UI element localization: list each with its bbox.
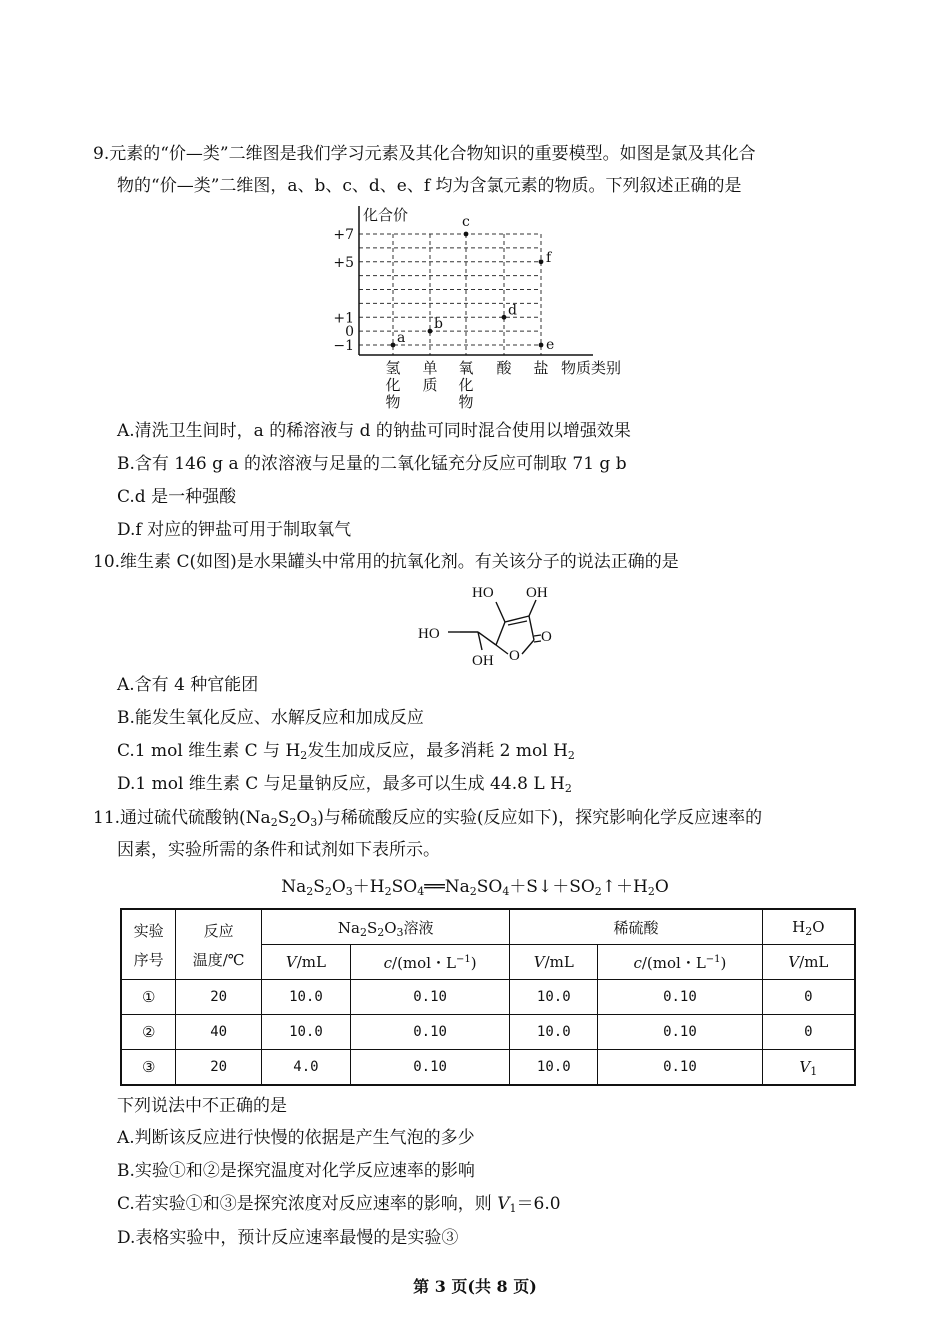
table-header-row-1 — [121, 909, 855, 945]
cell-no: ② — [121, 1015, 176, 1050]
cell-water: 0 — [762, 1015, 855, 1050]
q9-option-b: B.含有 146 g a 的浓溶液与足量的二氧化锰充分反应可制取 71 g b — [117, 454, 627, 474]
point-label-f: f — [546, 249, 552, 266]
cell-c2: 0.10 — [598, 1015, 763, 1050]
q9-option-a: A.清洗卫生间时，a 的稀溶液与 d 的钠盐可同时混合使用以增强效果 — [117, 421, 631, 441]
category-label: 盐 — [533, 359, 549, 377]
header-volume-1: V/mL — [262, 945, 351, 980]
header-thiosulfate: $Na_2S_2O_3$溶液 — [262, 909, 510, 945]
y-tick-label: −1 — [333, 338, 354, 354]
page-footer: 第 3 页(共 8 页) — [413, 1277, 537, 1296]
data-point-c — [464, 232, 469, 237]
category-label: 酸 — [496, 359, 512, 377]
q10-option-d: D.1 mol 维生素 C 与足量钠反应，最多可以生成 44.8 L $H_2$ — [117, 774, 572, 795]
data-point-f — [539, 259, 544, 264]
chart-y-label: 化合价 — [363, 206, 409, 224]
cell-c1: 0.10 — [350, 1050, 510, 1086]
category-label: 单 — [422, 359, 438, 377]
cell-c2: 0.10 — [598, 1050, 763, 1086]
cell-c1: 0.10 — [350, 980, 510, 1015]
data-point-a — [391, 343, 396, 348]
experiment-table — [120, 908, 856, 1086]
q9-stem-line2: 物的“价—类”二维图，a、b、c、d、e、f 均为含氯元素的物质。下列叙述正确的是 — [117, 176, 742, 196]
vitamin-c-structure — [410, 578, 570, 670]
cell-water: 0 — [762, 980, 855, 1015]
q10-option-a: A.含有 4 种官能团 — [117, 675, 259, 695]
point-label-a: a — [397, 330, 406, 346]
q11-option-d: D.表格实验中，预计反应速率最慢的是实验③ — [117, 1228, 459, 1248]
table-row — [121, 1050, 855, 1086]
header-water: $H_2O$ — [762, 909, 855, 945]
cell-no: ① — [121, 980, 176, 1015]
q9-option-c: C.d 是一种强酸 — [117, 487, 237, 507]
molecule-ring-o: O — [509, 648, 520, 664]
category-label: 氢 — [385, 359, 401, 377]
valence-class-chart — [325, 198, 635, 414]
header-volume-2: V/mL — [510, 945, 598, 980]
cell-c2: 0.10 — [598, 980, 763, 1015]
q10-option-b: B.能发生氧化反应、水解反应和加成反应 — [117, 708, 424, 728]
category-label: 质 — [422, 376, 438, 394]
cell-v1: 4.0 — [262, 1050, 351, 1086]
chart-x-label: 物质类别 — [561, 359, 622, 377]
table-row — [121, 1015, 855, 1050]
q11-option-b: B.实验①和②是探究温度对化学反应速率的影响 — [117, 1161, 475, 1181]
header-conc-2: c/(mol・$L^{-1}$) — [598, 945, 763, 980]
header-temperature: 反应 温度/℃ — [176, 909, 262, 980]
cell-temp: 40 — [176, 1015, 262, 1050]
q11-option-c: C.若实验①和③是探究浓度对反应速率的影响，则 $V_1=6.0$ — [117, 1194, 561, 1215]
q11-prompt: 下列说法中不正确的是 — [117, 1096, 287, 1116]
q10-option-c: C.1 mol 维生素 C 与 $H_2$发生加成反应，最多消耗 2 mol $H_2$ — [117, 741, 575, 762]
y-tick-label: +1 — [333, 310, 354, 327]
table-row — [121, 980, 855, 1015]
point-label-e: e — [546, 337, 555, 353]
y-tick-label: 0 — [345, 324, 354, 341]
y-tick-label: +7 — [333, 227, 354, 243]
q11-option-a: A.判断该反应进行快慢的依据是产生气泡的多少 — [117, 1128, 475, 1148]
header-volume-3: V/mL — [762, 945, 855, 980]
data-point-d — [502, 315, 507, 320]
molecule-oh-bottom: OH — [472, 653, 494, 669]
header-experiment-no: 实验 序号 — [121, 909, 176, 980]
chart-grid — [359, 234, 541, 355]
chart-category-labels — [385, 359, 548, 411]
header-dilute-acid: 稀硫酸 — [510, 909, 762, 945]
point-label-c: c — [462, 214, 470, 230]
molecule-oh-top: OH — [526, 585, 548, 601]
category-label: 化 — [385, 376, 401, 394]
q11-stem-line2: 因素，实验所需的条件和试剂如下表所示。 — [117, 840, 440, 860]
cell-v2: 10.0 — [510, 1015, 598, 1050]
reaction-equation: $Na_2S_2O_3+H_2SO_4══Na_2SO_4+S↓+SO_2↑+H_2O$ — [281, 877, 669, 898]
molecule-carbonyl-o: O — [541, 629, 552, 645]
cell-c1: 0.10 — [350, 1015, 510, 1050]
category-label: 物 — [458, 393, 474, 411]
molecule-ho-left: HO — [418, 626, 440, 642]
category-label: 氧 — [458, 359, 474, 377]
cell-v1: 10.0 — [262, 1015, 351, 1050]
cell-v1: 10.0 — [262, 980, 351, 1015]
chart-tick-labels — [333, 227, 354, 354]
chart-points — [391, 214, 555, 353]
y-tick-label: +5 — [333, 254, 354, 271]
q9-option-d: D.f 对应的钾盐可用于制取氧气 — [117, 520, 352, 540]
cell-temp: 20 — [176, 1050, 262, 1086]
chart-axes — [359, 206, 593, 355]
point-label-d: d — [508, 302, 517, 319]
cell-v2: 10.0 — [510, 980, 598, 1015]
q10-stem: 10.维生素 C(如图)是水果罐头中常用的抗氧化剂。有关该分子的说法正确的是 — [93, 552, 679, 572]
molecule-ho-top: HO — [472, 585, 494, 601]
category-label: 化 — [458, 376, 474, 394]
data-point-b — [428, 329, 433, 334]
category-label: 物 — [385, 393, 401, 411]
q9-stem-line1: 9.元素的“价—类”二维图是我们学习元素及其化合物知识的重要模型。如图是氯及其化合 — [93, 144, 756, 164]
header-conc-1: c/(mol・$L^{-1}$) — [350, 945, 510, 980]
data-point-e — [539, 343, 544, 348]
cell-v2: 10.0 — [510, 1050, 598, 1086]
cell-temp: 20 — [176, 980, 262, 1015]
cell-water: $V_1$ — [762, 1050, 855, 1086]
point-label-b: b — [434, 316, 443, 333]
cell-no: ③ — [121, 1050, 176, 1086]
q11-stem-line1: 11.通过硫代硫酸钠$(Na_2S_2O_3)$与稀硫酸反应的实验(反应如下)，探究影响化学反应速率的 — [93, 808, 763, 829]
